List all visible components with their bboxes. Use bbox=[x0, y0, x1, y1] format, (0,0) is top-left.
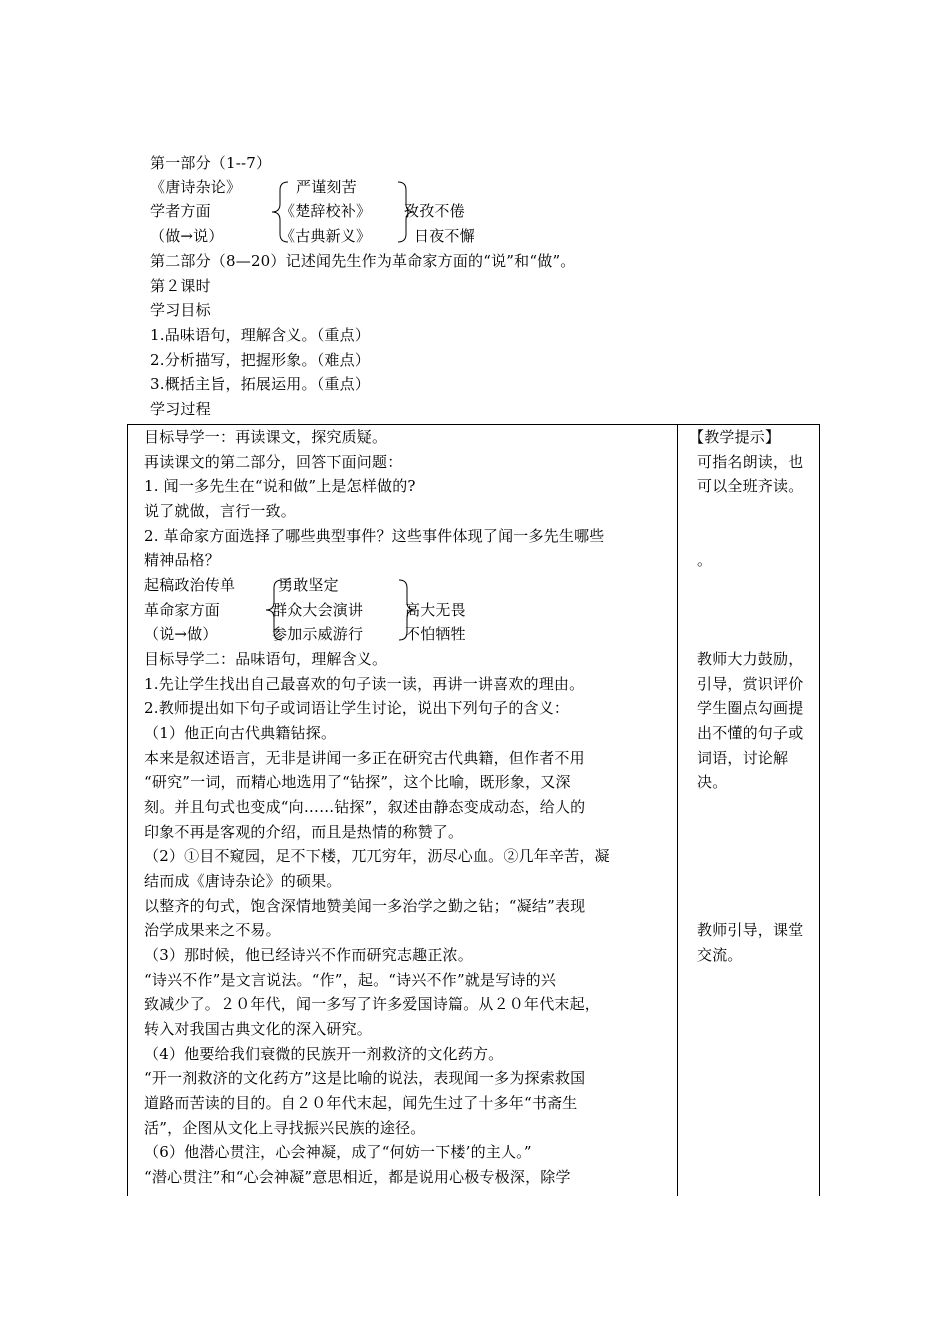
table-line: 转入对我国古典文化的深入研究。 bbox=[144, 1020, 373, 1038]
diagram-mid-mid: 《楚辞校补》 bbox=[280, 202, 372, 220]
table-line: 活”，企图从文化上寻找振兴民族的途径。 bbox=[144, 1119, 426, 1137]
table-line: 治学成果来之不易。 bbox=[144, 921, 281, 939]
diagram-left-bot: （做→说） bbox=[150, 227, 224, 245]
diagram2-right-bot: 不怕牺牲 bbox=[405, 625, 466, 643]
table-line: 2.教师提出如下句子或词语让学生讨论，说出下列句子的含义： bbox=[144, 699, 570, 717]
table-line: 精神品格？ bbox=[144, 551, 221, 569]
table-line: 1. 闻一多先生在“说和做”上是怎样做的? bbox=[144, 477, 416, 495]
teaching-tip-title: 【教学提示】 bbox=[689, 428, 781, 446]
table-line: 2. 革命家方面选择了哪些典型事件？这些事件体现了闻一多先生哪些 bbox=[144, 527, 605, 545]
diagram2-left-mid: 革命家方面 bbox=[144, 601, 221, 619]
table-line: 致减少了。２０年代，闻一多写了许多爱国诗篇。从２０年代末起， bbox=[144, 995, 601, 1013]
diagram2-right-mid: 高大无畏 bbox=[405, 601, 466, 619]
teaching-tip-line: 出不懂的句子或 bbox=[697, 724, 804, 742]
goal-1: 1.品味语句，理解含义。（重点） bbox=[150, 326, 371, 344]
teaching-tip-line: 教师引导，课堂 bbox=[697, 921, 804, 939]
table-line: “潜心贯注”和“心会神凝”意思相近，都是说用心极专极深，除学 bbox=[144, 1168, 571, 1186]
table-line: “诗兴不作”是文言说法。“作”，起。“诗兴不作”就是写诗的兴 bbox=[144, 971, 557, 989]
table-column-divider bbox=[677, 424, 678, 1196]
table-line: 以整齐的句式，饱含深情地赞美闻一多治学之勤之钻；“凝结”表现 bbox=[144, 897, 586, 915]
diagram2-mid-bot: 参加示威游行 bbox=[272, 625, 364, 643]
diagram-mid-top: 严谨刻苦 bbox=[296, 178, 357, 196]
diagram-left-top: 《唐诗杂论》 bbox=[150, 178, 242, 196]
teaching-tip-line: 。 bbox=[697, 551, 713, 569]
part1-heading: 第一部分（1--7） bbox=[150, 154, 272, 172]
teaching-tip-line: 引导，赏识评价 bbox=[697, 675, 804, 693]
teaching-tip-line: 决。 bbox=[697, 773, 728, 791]
table-line: （2）①目不窥园，足不下楼，兀兀穷年，沥尽心血。②几年辛苦，凝 bbox=[144, 847, 610, 865]
goal-3: 3.概括主旨，拓展运用。（重点） bbox=[150, 375, 371, 393]
diagram-left-mid: 学者方面 bbox=[150, 202, 211, 220]
teaching-tip-line: 可以全班齐读。 bbox=[697, 477, 804, 495]
table-line: 说了就做，言行一致。 bbox=[144, 502, 297, 520]
table-line: 结而成《唐诗杂论》的硕果。 bbox=[144, 872, 342, 890]
goal-2: 2.分析描写，把握形象。（难点） bbox=[150, 351, 371, 369]
table-line: 印象不再是客观的介绍，而且是热情的称赞了。 bbox=[144, 823, 464, 841]
teaching-tip-line: 交流。 bbox=[697, 946, 743, 964]
table-line: 刻。并且句式也变成“向……钻探”，叙述由静态变成动态，给人的 bbox=[144, 798, 586, 816]
lesson-label: 第２课时 bbox=[150, 277, 211, 295]
diagram2-left-top: 起稿政治传单 bbox=[144, 576, 236, 594]
teaching-tip-line: 可指名朗读，也 bbox=[697, 453, 804, 471]
table-line: （3）那时候，他已经诗兴不作而研究志趣正浓。 bbox=[144, 946, 473, 964]
goals-title: 学习目标 bbox=[150, 301, 211, 319]
table-line: 再读课文的第二部分，回答下面问题： bbox=[144, 453, 403, 471]
table-line: “研究”一词，而精心地选用了“钻探”，这个比喻，既形象，又深 bbox=[144, 773, 571, 791]
table-line: 目标导学二：品味语句，理解含义。 bbox=[144, 650, 388, 668]
teaching-tip-line: 学生圈点勾画提 bbox=[697, 699, 804, 717]
diagram2-mid-top: 勇敢坚定 bbox=[278, 576, 339, 594]
diagram2-mid-mid: 群众大会演讲 bbox=[272, 601, 364, 619]
diagram-right-bot: 日夜不懈 bbox=[414, 227, 475, 245]
teaching-tip-line: 教师大力鼓励， bbox=[697, 650, 804, 668]
table-line: （4）他要给我们衰微的民族开一剂救济的文化药方。 bbox=[144, 1045, 504, 1063]
table-line: 1.先让学生找出自己最喜欢的句子读一读，再讲一讲喜欢的理由。 bbox=[144, 675, 585, 693]
diagram-mid-bot: 《古典新义》 bbox=[280, 227, 372, 245]
table-line: （6）他潜心贯注，心会神凝，成了“何妨一下楼’的主人。” bbox=[144, 1143, 532, 1161]
table-line: （1）他正向古代典籍钻探。 bbox=[144, 724, 337, 742]
part2-heading: 第二部分（8—20）记述闻先生作为革命家方面的“说”和“做”。 bbox=[150, 252, 576, 270]
diagram-right-mid: 孜孜不倦 bbox=[404, 202, 465, 220]
process-title: 学习过程 bbox=[150, 400, 211, 418]
table-line: 本来是叙述语言，无非是讲闻一多正在研究古代典籍，但作者不用 bbox=[144, 749, 585, 767]
teaching-tip-line: 词语，讨论解 bbox=[697, 749, 789, 767]
table-line: 目标导学一：再读课文，探究质疑。 bbox=[144, 428, 388, 446]
table-line: 道路而苦读的目的。自２０年代末起，闻先生过了十多年“书斋生 bbox=[144, 1094, 578, 1112]
diagram2-left-bot: （说→做） bbox=[144, 625, 218, 643]
table-line: “开一剂救济的文化药方”这是比喻的说法，表现闻一多为探索救国 bbox=[144, 1069, 586, 1087]
